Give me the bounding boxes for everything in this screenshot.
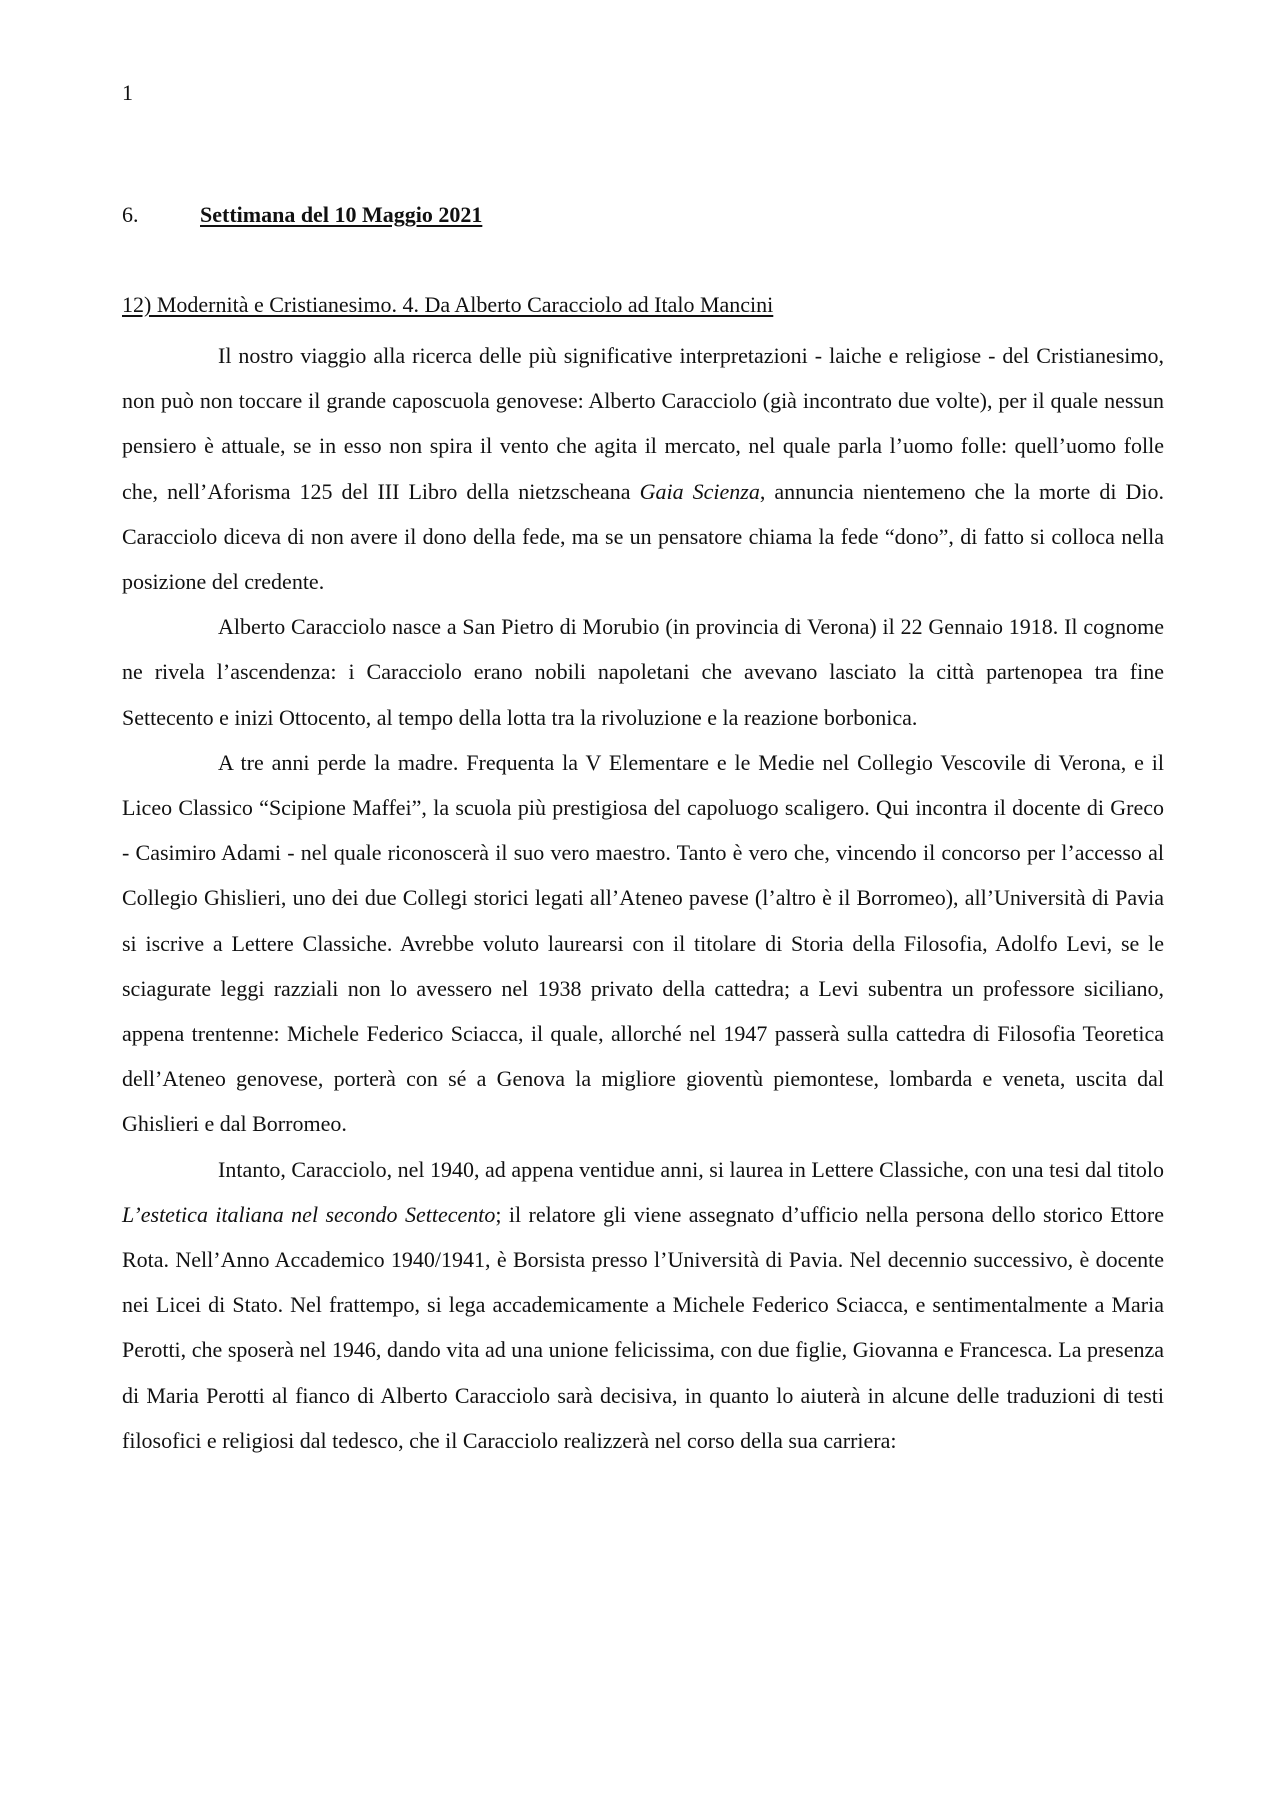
paragraph-4 xyxy=(122,1147,1164,1463)
chapter-subheading: 12) Modernità e Cristianesimo. 4. Da Alberto Caracciolo ad Italo Mancini xyxy=(122,292,774,317)
paragraph-4-text-a: Intanto, Caracciolo, nel 1940, ad appena ventidue anni, si laurea in Lettere Classiche, con una tesi dal titolo xyxy=(218,1156,1164,1182)
body-text xyxy=(122,333,1164,1463)
paragraph-1 xyxy=(122,333,1164,604)
paragraph-4-thesis-title: L’estetica italiana nel secondo Settecento xyxy=(122,1201,496,1227)
paragraph-1-text-b: , annuncia nientemeno che la morte di Dio. Caracciolo diceva di non avere il dono della fede, ma se un pensatore chiama la fede “dono”, di fatto si colloca nella posizione del credente. xyxy=(122,478,1165,595)
section-number: 6. xyxy=(122,202,139,227)
paragraph-4-text-b: ; il relatore gli viene assegnato d’ufficio nella persona dello storico Ettore Rota. Nell’Anno Accademico 1940/1941, è Borsista presso l’Università di Pavia. Nel decennio successivo, è docente nei Licei di Stato. Nel frattempo, si lega accademicamente a Michele Federico Sciacca, e sentimentalmente a Maria Perotti, che sposerà nel 1946, dando vita ad una unione felicissima, con due figlie, Giovanna e Francesca. La presenza di Maria Perotti al fianco di Alberto Caracciolo sarà decisiva, in quanto lo aiuterà in alcune delle traduzioni di testi filosofici e religiosi dal tedesco, che il Caracciolo realizzerà nel corso della sua carriera: xyxy=(122,1201,1165,1453)
paragraph-3: A tre anni perde la madre. Frequenta la V Elementare e le Medie nel Collegio Vescovile di Verona, e il Liceo Classico “Scipione Maffei”, la scuola più prestigiosa del capoluogo scaligero. Qui incontra il docente di Greco - Casimiro Adami - nel quale riconoscerà il suo vero maestro. Tanto è vero che, vincendo il concorso per l’accesso al Collegio Ghislieri, uno dei due Collegi storici legati all’Ateneo pavese (l’altro è il Borromeo), all’Università di Pavia si iscrive a Lettere Classiche. Avrebbe voluto laurearsi con il titolare di Storia della Filosofia, Adolfo Levi, se le sciagurate leggi razziali non lo avessero nel 1938 privato della cattedra; a Levi subentra un professore siciliano, appena trentenne: Michele Federico Sciacca, il quale, allorché nel 1947 passerà sulla cattedra di Filosofia Teoretica dell’Ateneo genovese, porterà con sé a Genova la migliore gioventù piemontese, lombarda e veneta, uscita dal Ghislieri e dal Borromeo. xyxy=(122,749,1164,1137)
paragraph-2: Alberto Caracciolo nasce a San Pietro di Morubio (in provincia di Verona) il 22 Gennaio 1918. Il cognome ne rivela l’ascendenza: i Caracciolo erano nobili napoletani che avevano lasciato la città partenopea tra fine Settecento e inizi Ottocento, al tempo della lotta tra la rivoluzione e la reazione borbonica. xyxy=(122,614,1164,730)
paragraph-1-book-title: Gaia Scienza xyxy=(639,478,760,504)
paragraph-1-text-a: Il nostro viaggio alla ricerca delle più significative interpretazioni - laiche e religiose - del Cristianesimo, non può non toccare il grande caposcuola genovese: Alberto Caracciolo (già incontrato due volte), per il quale nessun pensiero è attuale, se in esso non spira il vento che agita il mercato, nel quale parla l’uomo folle: quell’uomo folle che, nell’Aforisma 125 del III Libro della nietzscheana xyxy=(122,343,1164,504)
section-title: Settimana del 10 Maggio 2021 xyxy=(200,202,483,227)
section-heading xyxy=(122,202,482,228)
page-number: 1 xyxy=(122,80,133,105)
